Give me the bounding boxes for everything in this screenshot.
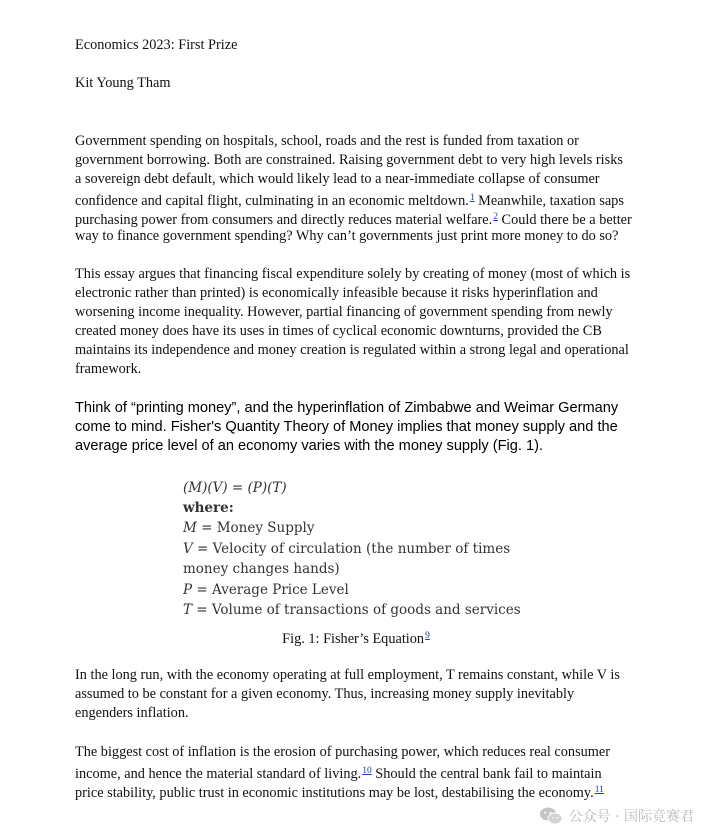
text-segment: purchasing power from consumers and directly reduces material welfare. [75,212,493,228]
text-line: maintains its independence and money creation is regulated within a strong legal and operational [75,342,629,358]
text-line [75,781,604,803]
footnote-link-1[interactable]: 1 [469,193,475,203]
author-name: Kit Young Tham [75,75,171,91]
text-line: framework. [75,361,142,377]
equation-def-p: P = Average Price Level [183,582,349,598]
text-line: electronic rather than printed) is economically infeasible because it risks hyperinflation and [75,285,598,301]
text-segment: price stability, public trust in economic institutions may be lost, destabilising the economy. [75,785,594,801]
text-line: In the long run, with the economy operating at full employment, T remains constant, while V is [75,667,620,683]
figure-caption: Fig. 1: Fisher’s Equation$^9$ [282,631,430,647]
watermark-text: 公众号 · 国际竞赛君 [568,809,694,825]
text-line: This essay argues that financing fiscal expenditure solely by creating of money (most of which is [75,266,631,282]
text-line: engenders inflation. [75,705,189,721]
equation-def-v: V = Velocity of circulation (the number of times [183,541,511,557]
footnote-link-9[interactable]: 9 [425,631,430,641]
equation-def-m: M = Money Supply [183,520,315,536]
text-line: assumed to be constant for a given economy. Thus, increasing money supply inevitably [75,686,575,702]
text-line: come to mind. Fisher's Quantity Theory of Money implies that money supply and the [75,419,618,435]
equation-def-t: T = Volume of transactions of goods and services [183,602,521,618]
document-title: Economics 2023: First Prize [75,37,238,53]
text-line: The biggest cost of inflation is the erosion of purchasing power, which reduces real consumer [75,744,611,760]
text-segment: Should the central bank fail to maintain [371,766,602,782]
footnote-link-2[interactable]: 2 [493,212,498,222]
text-segment: Meanwhile, taxation saps [474,193,624,209]
text-line: created money does have its uses in times of cyclical economic downturns, provided the CB [75,323,602,339]
equation-where: where: [183,500,234,516]
text-line: way to finance government spending? Why can’t governments just print more money to do so? [75,228,619,244]
text-line: average price level of an economy varies with the money supply (Fig. 1). [75,438,544,454]
footnote-link-10[interactable]: 10 [362,766,372,776]
text-line: government borrowing. Both are constrained. Raising government debt to very high levels risks [75,152,623,168]
text-segment: income, and hence the material standard of living. [75,766,362,782]
text-segment: confidence and capital flight, culminating in an economic meltdown. [75,193,469,209]
equation-def-v-cont: money changes hands) [183,561,340,577]
watermark [539,806,694,826]
text-segment: Could there be a better [497,212,632,228]
equation-formula: (M)(V) = (P)(T) [183,480,287,496]
text-line: Think of “printing money”, and the hyperinflation of Zimbabwe and Weimar Germany [75,400,619,416]
text-line: worsening income inequality. However, partial financing of government spending from newly [75,304,613,320]
text-line: a sovereign debt default, which would likely lead to a near-immediate collapse of consumer [75,171,600,187]
wechat-icon [539,806,563,826]
text-line: Government spending on hospitals, school, roads and the rest is funded from taxation or [75,133,579,149]
footnote-link-11[interactable]: 11 [594,785,604,795]
